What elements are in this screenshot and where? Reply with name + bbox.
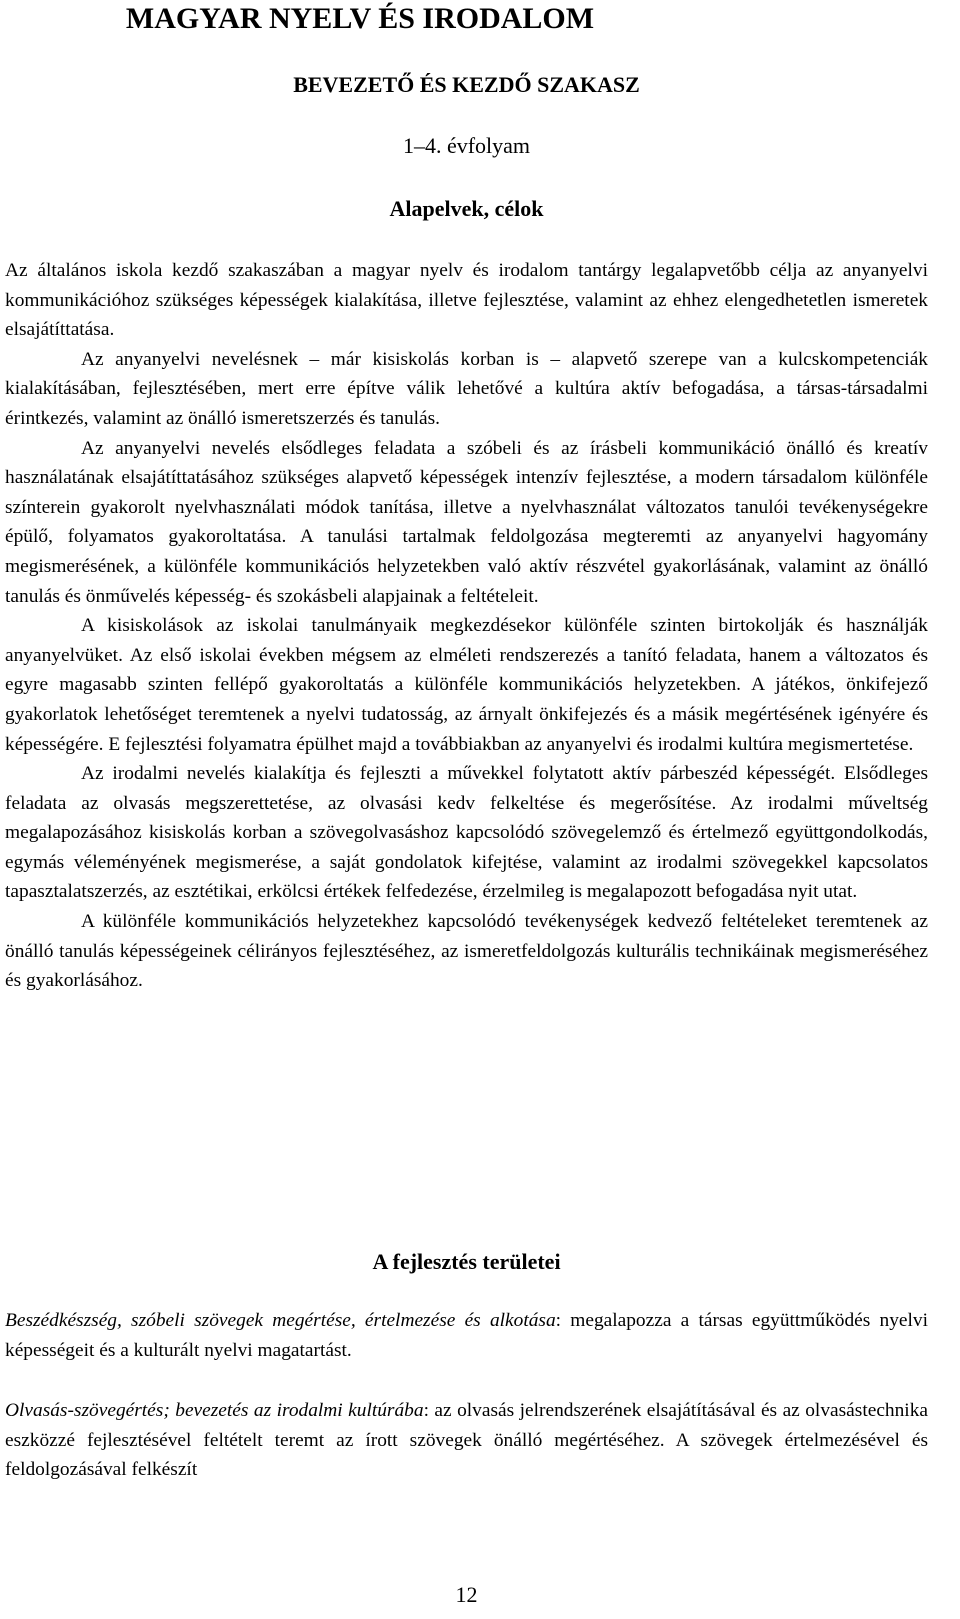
paragraph: Az általános iskola kezdő szakaszában a magyar nyelv és irodalom tantárgy legalapvetőbb célja az anyanyelvi kommunikációhoz szükséges képességek kialakítása, illetve fejlesztése, valamint az ehhez elengedhetetlen ismeretek elsajátíttatása. [5,260,928,341]
document-title: MAGYAR NYELV ÉS IRODALOM [125,2,595,35]
paragraph: Az irodalmi nevelés kialakítja és fejleszti a művekkel folytatott aktív párbeszéd képességét. Elsődleges feladata az olvasás megszerettetése, az olvasási kedv felkeltése és megerősítése. Az irodalmi műveltség megalapozásához kisiskolás korban a szövegolvasáshoz kapcsolódó szövegelemző és értelmező együttgondolkodás, egymás véleményének megismerése, a saját gondolatok kifejtése, valamint az irodalmi szövegekkel kapcsolatos tapasztalatszerzés, az esztétikai, erkölcsi értékek felfedezése, érzelmileg is megalapozott befogadása nyit utat. [5,763,928,903]
area-term: Olvasás-szövegértés; bevezetés az irodalmi kultúrába [5,1400,424,1421]
area-description: : az olvasás jelrendszerének elsajátításával és az olvasástechnika eszközzé fejlesztésével feltételt teremt az írott szövegek önálló megértéséhez. A szövegek értelmezésével és feldolgozásával felkészít [5,1400,928,1481]
paragraph: A kisiskolások az iskolai tanulmányaik megkezdésekor különféle szinten birtokolják és használják anyanyelvüket. Az első iskolai években mégsem az elméleti rendszerezés a tanító feladata, hanem a változatos és egyre magasabb szinten fellépő gyakoroltatás a különféle kommunikációs helyzetekben. A játékos, önkifejező gyakorlatok lehetőséget teremtenek a nyelvi tudatosság, az árnyalt önkifejezés és a másik megértésének igényére és képességére. E fejlesztési folyamatra épülhet majd a továbbiakban az anyanyelvi és irodalmi kultúra megismertetése. [5,615,928,755]
principles-body [5,256,928,996]
paragraph: Az anyanyelvi nevelésnek – már kisiskolás korban is – alapvető szerepe van a kulcskompetenciák kialakításában, fejlesztésében, mert erre építve válik lehetővé a kultúra aktív befogadása, a társas-társadalmi érintkezés, valamint az önálló ismeretszerzés és tanulás. [5,348,928,429]
grades-heading: 1–4. évfolyam [402,133,531,158]
development-area-speaking [5,1306,928,1365]
area-description: : megalapozza a társas együttműködés nyelvi képességeit és a kulturált nyelvi magatartást. [5,1310,929,1361]
paragraph: A különféle kommunikációs helyzetekhez kapcsolódó tevékenységek kedvező feltételeket teremtenek az önálló tanulás képességeinek célirányos fejlesztéséhez, az ismeretfeldolgozás kulturális technikáinak megismeréséhez és gyakorlásához. [5,911,928,992]
section-heading-development-areas: A fejlesztés területei [372,1249,561,1274]
stage-heading: BEVEZETŐ ÉS KEZDŐ SZAKASZ [293,72,640,97]
paragraph [5,1306,928,1365]
development-area-reading [5,1396,928,1485]
area-term: Beszédkészség, szóbeli szövegek megértése, értelmezése és alkotása [5,1310,556,1331]
section-heading-principles: Alapelvek, célok [389,196,544,221]
paragraph [5,1396,928,1485]
page-number: 12 [455,1582,478,1607]
paragraph: Az anyanyelvi nevelés elsődleges feladata a szóbeli és az írásbeli kommunikáció önálló és kreatív használatának elsajátíttatásához szükséges alapvető képességek intenzív fejlesztése, a modern társadalom különféle színterein gyakorolt nyelvhasználati módok tanítása, illetve a nyelvhasználat változatos tanulói tevékenységekre épülő, folyamatos gyakoroltatása. A tanulási tartalmak feldolgozása megteremti az anyanyelvi hagyomány megismerésének, a különféle kommunikációs helyzetekben való aktív részvétel gyakorlásának, valamint az önálló tanulás és önművelés képesség- és szokásbeli alapjainak a feltételeit. [5,437,928,607]
